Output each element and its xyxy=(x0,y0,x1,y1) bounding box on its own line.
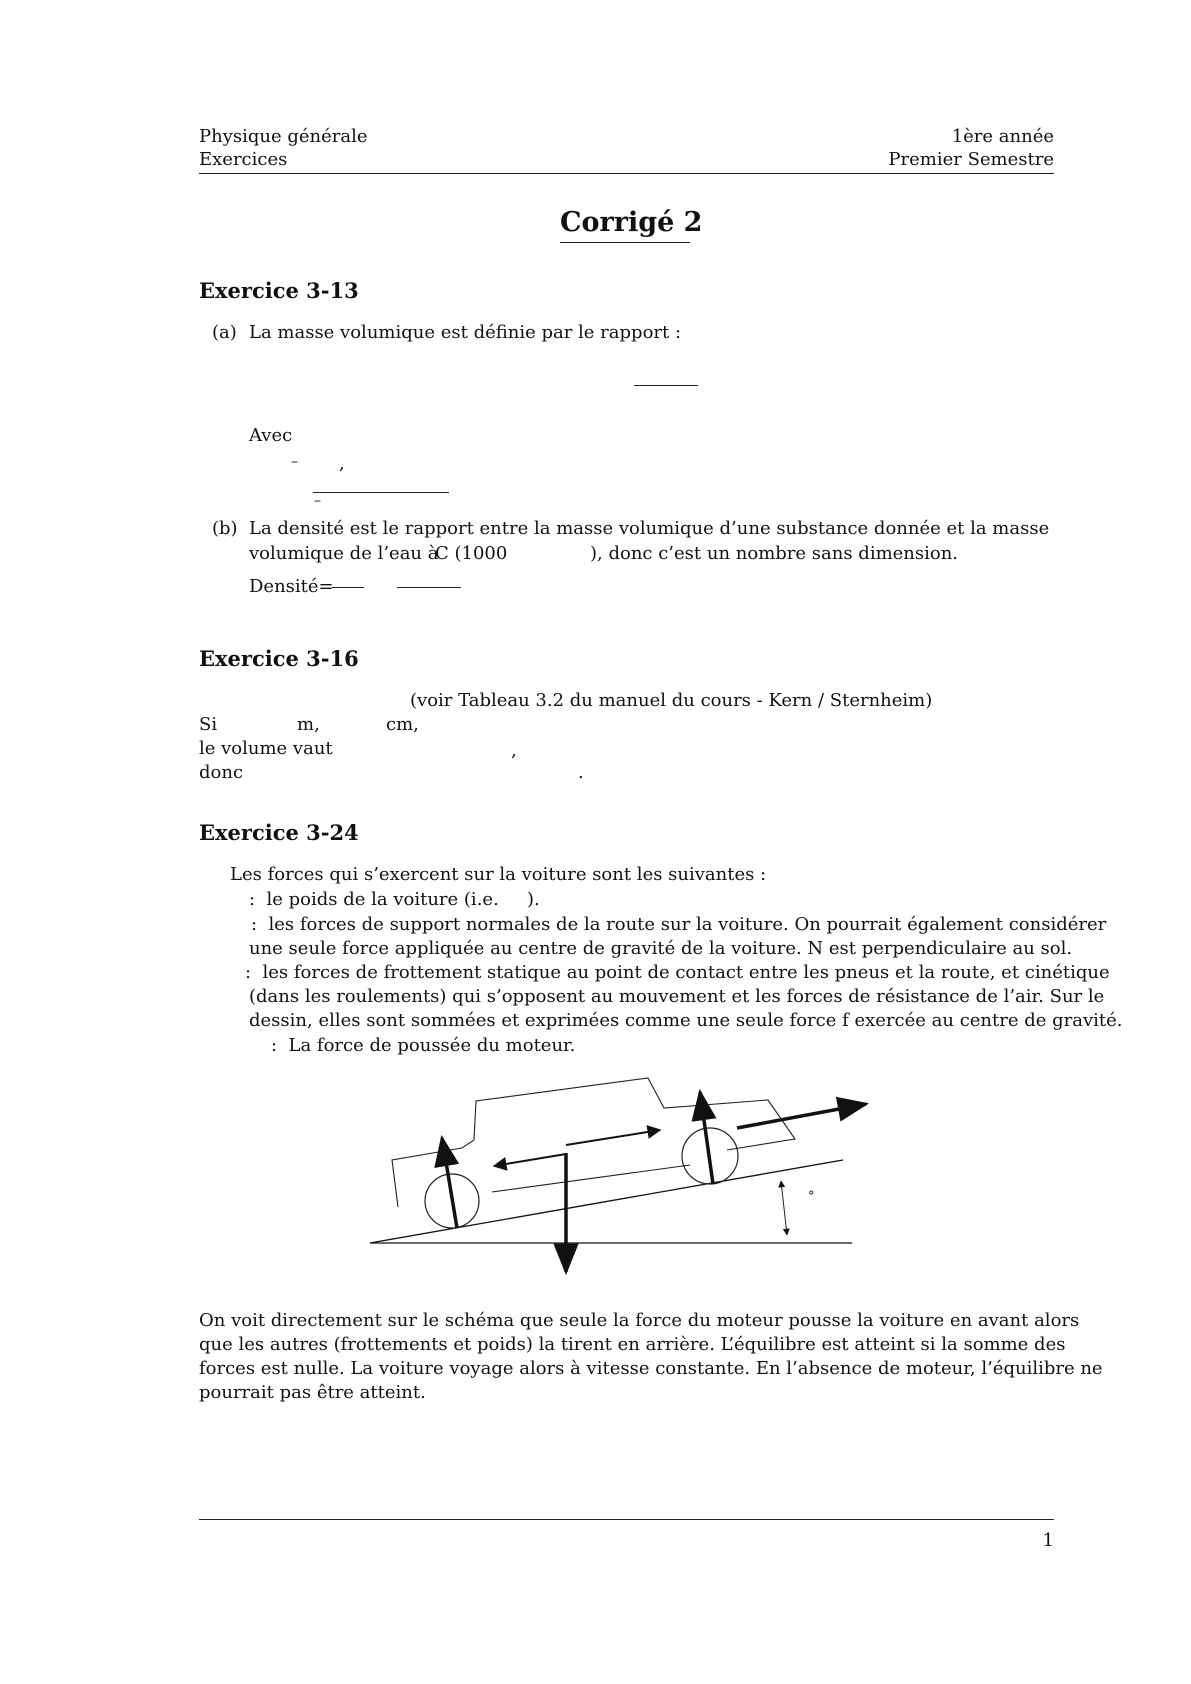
header-semester: Premier Semestre xyxy=(888,149,1054,170)
item-b-line2c: ), donc c’est un nombre sans dimension. xyxy=(590,543,959,564)
item-b-label: (b) xyxy=(212,518,238,539)
conclusion-line4: pourrait pas être atteint. xyxy=(199,1382,426,1403)
item-a-label: (a) xyxy=(212,322,237,343)
conclusion-line3: forces est nulle. La voiture voyage alors à vitesse constante. En l’absence de moteur, l’équilibre ne xyxy=(199,1358,1103,1379)
force-friction-line3: dessin, elles sont sommées et exprimées comme une seule force f exercée au centre de gravité. xyxy=(249,1010,1123,1031)
ex316-dot: . xyxy=(578,762,584,783)
ex316-cm: cm, xyxy=(386,714,419,735)
engine-force-arrow-center xyxy=(566,1130,660,1145)
engine-force-arrow xyxy=(737,1104,866,1128)
minus-sign-2: – xyxy=(314,493,321,509)
force-normal-line1: : les forces de support normales de la route sur la voiture. On pourrait également considérer xyxy=(251,914,1107,935)
force-engine: : La force de poussée du moteur. xyxy=(271,1035,576,1056)
item-a-text: La masse volumique est définie par le rapport : xyxy=(249,322,682,343)
page-title: Corrigé 2 xyxy=(560,207,703,238)
item-b-line2a: volumique de l’eau à xyxy=(249,543,439,564)
heading-ex-3-16: Exercice 3-16 xyxy=(199,646,359,671)
item-b-line2b: C (1000 xyxy=(435,543,508,564)
angle-degree-sign: ° xyxy=(808,1189,815,1204)
forces-intro: Les forces qui s’exercent sur la voiture sont les suivantes : xyxy=(230,864,767,885)
page-number: 1 xyxy=(1042,1530,1054,1551)
incline-line xyxy=(370,1160,843,1243)
ex316-m: m, xyxy=(297,714,320,735)
ex316-volume: le volume vaut xyxy=(199,738,333,759)
heading-ex-3-13: Exercice 3-13 xyxy=(199,278,359,303)
force-weight-b: ). xyxy=(527,889,540,910)
friction-arrow xyxy=(494,1154,566,1166)
force-friction-line1: : les forces de frottement statique au point de contact entre les pneus et la route, et cinétique xyxy=(245,962,1110,983)
normal-force-rear-arrow xyxy=(442,1138,457,1228)
conclusion-line1: On voit directement sur le schéma que seule la force du moteur pousse la voiture en avant alors xyxy=(199,1310,1080,1331)
angle-marker xyxy=(781,1181,787,1235)
ex316-reference: (voir Tableau 3.2 du manuel du cours - Kern / Sternheim) xyxy=(410,690,933,711)
force-friction-line2: (dans les roulements) qui s’opposent au mouvement et les forces de résistance de l’air. Sur le xyxy=(249,986,1105,1007)
ex316-si: Si xyxy=(199,714,218,735)
heading-ex-3-24: Exercice 3-24 xyxy=(199,820,359,845)
force-normal-line2: une seule force appliquée au centre de gravité de la voiture. N est perpendiculaire au sol. xyxy=(249,938,1073,959)
comma-sign: , xyxy=(339,453,345,474)
header-year: 1ère année xyxy=(951,126,1054,147)
footer-rule xyxy=(199,1519,1054,1520)
normal-force-front-arrow xyxy=(700,1092,713,1184)
conclusion-line2: que les autres (frottements et poids) la tirent en arrière. L’équilibre est atteint si la somme des xyxy=(199,1334,1066,1355)
densite-label: Densité= xyxy=(249,576,334,597)
minus-sign: – xyxy=(291,454,298,470)
avec-label: Avec xyxy=(249,425,293,446)
header-course: Physique générale xyxy=(199,126,368,147)
force-weight-a: : le poids de la voiture (i.e. xyxy=(249,889,499,910)
ex316-donc: donc xyxy=(199,762,244,783)
header-section: Exercices xyxy=(199,149,288,170)
car-underside xyxy=(492,1165,690,1192)
item-b-line1: La densité est le rapport entre la masse volumique d’une substance donnée et la masse xyxy=(249,518,1050,539)
ex316-comma: , xyxy=(511,740,517,761)
